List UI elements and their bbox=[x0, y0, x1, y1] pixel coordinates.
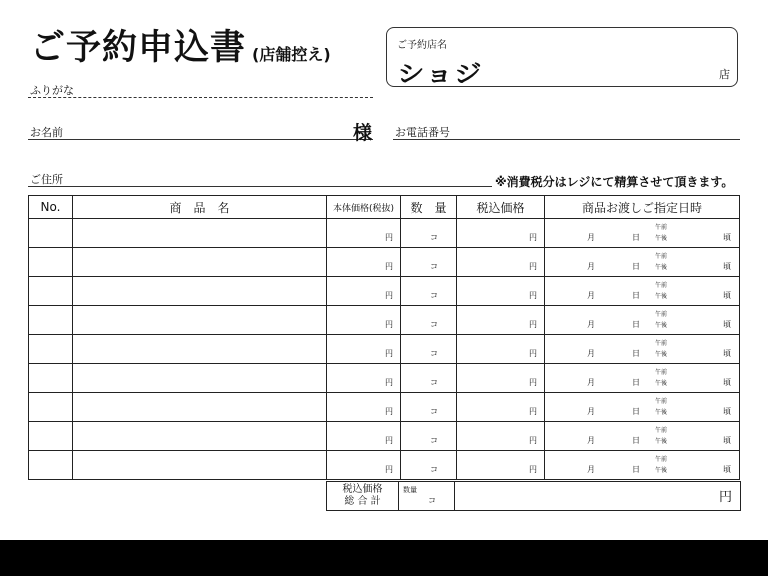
price-unit: 円 bbox=[385, 233, 393, 242]
header-no: No. bbox=[29, 196, 73, 219]
pm-label: 午後 bbox=[655, 235, 668, 242]
row-tax-price-cell[interactable] bbox=[457, 393, 545, 422]
row-base-price-cell[interactable] bbox=[327, 364, 401, 393]
am-label: 午前 bbox=[655, 456, 668, 463]
total-qty-unit: コ bbox=[428, 496, 436, 505]
row-base-price-cell[interactable] bbox=[327, 277, 401, 306]
row-datetime-cell[interactable] bbox=[545, 335, 740, 364]
row-quantity-cell[interactable] bbox=[401, 277, 457, 306]
row-base-price-cell[interactable] bbox=[327, 219, 401, 248]
tax-price-unit: 円 bbox=[529, 407, 537, 416]
row-datetime-cell[interactable] bbox=[545, 393, 740, 422]
row-datetime-cell[interactable] bbox=[545, 277, 740, 306]
header-product-name: 商 品 名 bbox=[73, 196, 327, 219]
price-unit: 円 bbox=[385, 320, 393, 329]
name-label: お名前 bbox=[30, 126, 63, 139]
table-header-row bbox=[29, 196, 740, 219]
name-field[interactable] bbox=[28, 139, 373, 140]
pm-label: 午後 bbox=[655, 293, 668, 300]
table-row bbox=[29, 364, 740, 393]
phone-label: お電話番号 bbox=[395, 126, 450, 139]
table-row bbox=[29, 335, 740, 364]
store-suffix: 店 bbox=[719, 68, 730, 81]
day-label: 日 bbox=[632, 349, 640, 358]
row-base-price-cell[interactable] bbox=[327, 248, 401, 277]
day-label: 日 bbox=[632, 262, 640, 271]
pm-label: 午後 bbox=[655, 438, 668, 445]
pm-label: 午後 bbox=[655, 409, 668, 416]
row-base-price-cell[interactable] bbox=[327, 451, 401, 480]
price-unit: 円 bbox=[385, 407, 393, 416]
day-label: 日 bbox=[632, 436, 640, 445]
row-tax-price-cell[interactable] bbox=[457, 422, 545, 451]
pm-label: 午後 bbox=[655, 380, 668, 387]
table-row bbox=[29, 248, 740, 277]
time-suffix-label: 頃 bbox=[723, 233, 731, 242]
row-base-price-cell[interactable] bbox=[327, 306, 401, 335]
row-quantity-cell[interactable] bbox=[401, 248, 457, 277]
pm-label: 午後 bbox=[655, 322, 668, 329]
tax-price-unit: 円 bbox=[529, 262, 537, 271]
table-row bbox=[29, 306, 740, 335]
row-product-cell[interactable] bbox=[73, 451, 327, 480]
time-suffix-label: 頃 bbox=[723, 320, 731, 329]
address-field[interactable] bbox=[28, 186, 492, 187]
row-product-cell[interactable] bbox=[73, 393, 327, 422]
row-datetime-cell[interactable] bbox=[545, 422, 740, 451]
pm-label: 午後 bbox=[655, 467, 668, 474]
total-label-line1: 税込価格 bbox=[342, 484, 383, 495]
tax-price-unit: 円 bbox=[529, 465, 537, 474]
row-tax-price-cell[interactable] bbox=[457, 306, 545, 335]
header-base-price: 本体価格(税抜) bbox=[327, 196, 401, 219]
table-row bbox=[29, 393, 740, 422]
row-datetime-cell[interactable] bbox=[545, 306, 740, 335]
total-yen-unit: 円 bbox=[718, 490, 732, 505]
time-suffix-label: 頃 bbox=[723, 349, 731, 358]
address-label: ご住所 bbox=[30, 173, 63, 186]
honorific-label: 様 bbox=[353, 122, 373, 144]
price-unit: 円 bbox=[385, 262, 393, 271]
row-no-cell[interactable] bbox=[29, 306, 73, 335]
am-label: 午前 bbox=[655, 427, 668, 434]
day-label: 日 bbox=[632, 320, 640, 329]
time-suffix-label: 頃 bbox=[723, 465, 731, 474]
tax-price-unit: 円 bbox=[529, 320, 537, 329]
row-no-cell[interactable] bbox=[29, 277, 73, 306]
total-label bbox=[327, 482, 399, 511]
store-name-label: ご予約店名 bbox=[397, 40, 447, 51]
row-datetime-cell[interactable] bbox=[545, 219, 740, 248]
row-datetime-cell[interactable] bbox=[545, 248, 740, 277]
row-product-cell[interactable] bbox=[73, 277, 327, 306]
tax-price-unit: 円 bbox=[529, 436, 537, 445]
month-label: 月 bbox=[587, 378, 595, 387]
time-suffix-label: 頃 bbox=[723, 407, 731, 416]
price-unit: 円 bbox=[385, 436, 393, 445]
furigana-label: ふりがな bbox=[30, 84, 74, 97]
row-quantity-cell[interactable] bbox=[401, 219, 457, 248]
month-label: 月 bbox=[587, 262, 595, 271]
am-label: 午前 bbox=[655, 253, 668, 260]
row-no-cell[interactable] bbox=[29, 393, 73, 422]
row-product-cell[interactable] bbox=[73, 248, 327, 277]
qty-unit: コ bbox=[430, 233, 438, 242]
form-subtitle: (店舗控え) bbox=[252, 45, 331, 64]
row-tax-price-cell[interactable] bbox=[457, 364, 545, 393]
total-quantity-cell[interactable] bbox=[399, 482, 455, 511]
day-label: 日 bbox=[632, 233, 640, 242]
row-tax-price-cell[interactable] bbox=[457, 335, 545, 364]
table-row bbox=[29, 451, 740, 480]
row-tax-price-cell[interactable] bbox=[457, 248, 545, 277]
qty-unit: コ bbox=[430, 349, 438, 358]
phone-field[interactable] bbox=[393, 139, 740, 140]
row-product-cell[interactable] bbox=[73, 306, 327, 335]
header-delivery-datetime: 商品お渡しご指定日時 bbox=[545, 196, 740, 219]
tax-note: ※消費税分はレジにて精算させて頂きます。 bbox=[495, 175, 734, 189]
row-tax-price-cell[interactable] bbox=[457, 277, 545, 306]
tax-price-unit: 円 bbox=[529, 291, 537, 300]
time-suffix-label: 頃 bbox=[723, 378, 731, 387]
qty-unit: コ bbox=[430, 465, 438, 474]
am-label: 午前 bbox=[655, 224, 668, 231]
time-suffix-label: 頃 bbox=[723, 291, 731, 300]
form-title: ご予約申込書 bbox=[30, 28, 247, 68]
day-label: 日 bbox=[632, 378, 640, 387]
qty-unit: コ bbox=[430, 262, 438, 271]
month-label: 月 bbox=[587, 233, 595, 242]
row-tax-price-cell[interactable] bbox=[457, 219, 545, 248]
table-row bbox=[29, 422, 740, 451]
row-product-cell[interactable] bbox=[73, 219, 327, 248]
month-label: 月 bbox=[587, 320, 595, 329]
row-no-cell[interactable] bbox=[29, 422, 73, 451]
price-unit: 円 bbox=[385, 465, 393, 474]
qty-unit: コ bbox=[430, 436, 438, 445]
tax-price-unit: 円 bbox=[529, 233, 537, 242]
am-label: 午前 bbox=[655, 282, 668, 289]
qty-unit: コ bbox=[430, 378, 438, 387]
row-quantity-cell[interactable] bbox=[401, 422, 457, 451]
total-qty-label: 数量 bbox=[403, 486, 417, 494]
month-label: 月 bbox=[587, 436, 595, 445]
row-base-price-cell[interactable] bbox=[327, 335, 401, 364]
total-label-line2: 総 合 計 bbox=[344, 496, 381, 507]
row-datetime-cell[interactable] bbox=[545, 364, 740, 393]
month-label: 月 bbox=[587, 407, 595, 416]
row-no-cell[interactable] bbox=[29, 451, 73, 480]
price-unit: 円 bbox=[385, 291, 393, 300]
month-label: 月 bbox=[587, 349, 595, 358]
total-table bbox=[326, 481, 741, 511]
pm-label: 午後 bbox=[655, 351, 668, 358]
day-label: 日 bbox=[632, 407, 640, 416]
pm-label: 午後 bbox=[655, 264, 668, 271]
header-quantity: 数 量 bbox=[401, 196, 457, 219]
day-label: 日 bbox=[632, 465, 640, 474]
row-product-cell[interactable] bbox=[73, 422, 327, 451]
table-row bbox=[29, 219, 740, 248]
row-no-cell[interactable] bbox=[29, 335, 73, 364]
am-label: 午前 bbox=[655, 369, 668, 376]
furigana-field[interactable] bbox=[28, 97, 373, 98]
row-product-cell[interactable] bbox=[73, 364, 327, 393]
tax-price-unit: 円 bbox=[529, 378, 537, 387]
row-quantity-cell[interactable] bbox=[401, 335, 457, 364]
am-label: 午前 bbox=[655, 311, 668, 318]
month-label: 月 bbox=[587, 465, 595, 474]
row-no-cell[interactable] bbox=[29, 219, 73, 248]
total-amount-cell[interactable] bbox=[455, 482, 741, 511]
row-datetime-cell[interactable] bbox=[545, 451, 740, 480]
tax-price-unit: 円 bbox=[529, 349, 537, 358]
am-label: 午前 bbox=[655, 398, 668, 405]
qty-unit: コ bbox=[430, 320, 438, 329]
table-row bbox=[29, 277, 740, 306]
row-quantity-cell[interactable] bbox=[401, 306, 457, 335]
qty-unit: コ bbox=[430, 291, 438, 300]
row-quantity-cell[interactable] bbox=[401, 451, 457, 480]
row-quantity-cell[interactable] bbox=[401, 393, 457, 422]
month-label: 月 bbox=[587, 291, 595, 300]
row-product-cell[interactable] bbox=[73, 335, 327, 364]
qty-unit: コ bbox=[430, 407, 438, 416]
price-unit: 円 bbox=[385, 378, 393, 387]
order-table bbox=[28, 195, 740, 480]
row-no-cell[interactable] bbox=[29, 364, 73, 393]
time-suffix-label: 頃 bbox=[723, 262, 731, 271]
header-tax-price: 税込価格 bbox=[457, 196, 545, 219]
row-base-price-cell[interactable] bbox=[327, 422, 401, 451]
day-label: 日 bbox=[632, 291, 640, 300]
store-logo: ショジ bbox=[397, 60, 483, 88]
price-unit: 円 bbox=[385, 349, 393, 358]
row-tax-price-cell[interactable] bbox=[457, 451, 545, 480]
row-quantity-cell[interactable] bbox=[401, 364, 457, 393]
time-suffix-label: 頃 bbox=[723, 436, 731, 445]
row-base-price-cell[interactable] bbox=[327, 393, 401, 422]
am-label: 午前 bbox=[655, 340, 668, 347]
bottom-black-band bbox=[0, 540, 768, 576]
row-no-cell[interactable] bbox=[29, 248, 73, 277]
